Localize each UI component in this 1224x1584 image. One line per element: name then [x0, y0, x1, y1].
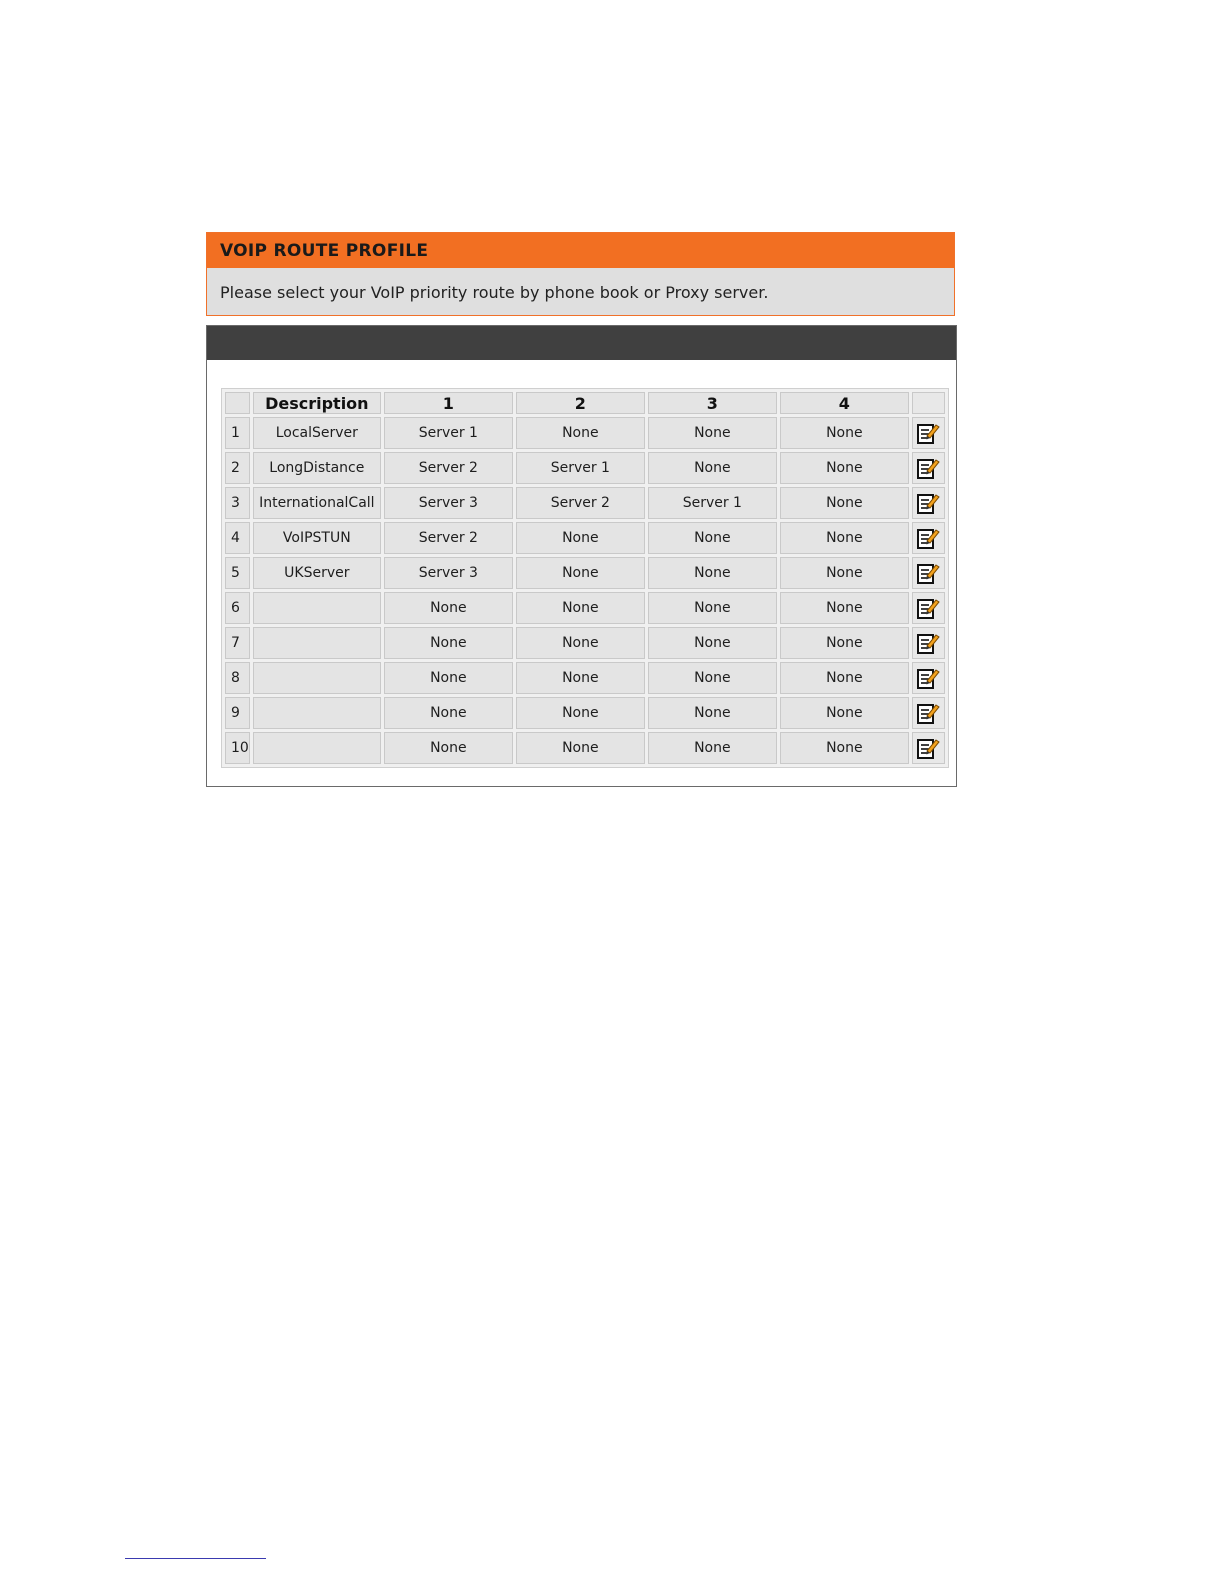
row-edit-cell: [912, 487, 945, 519]
row-description: InternationalCall: [253, 487, 381, 519]
row-priority-1: Server 2: [384, 522, 513, 554]
row-description: VoIPSTUN: [253, 522, 381, 554]
route-profile-table: [221, 388, 949, 768]
row-index: 4: [225, 522, 250, 554]
table-header-row: [225, 392, 945, 414]
row-priority-3: None: [648, 732, 777, 764]
row-index: 5: [225, 557, 250, 589]
row-priority-1: None: [384, 732, 513, 764]
row-priority-1: Server 1: [384, 417, 513, 449]
row-priority-4: None: [780, 522, 909, 554]
row-priority-3: None: [648, 452, 777, 484]
row-priority-2: None: [516, 557, 645, 589]
row-edit-cell: [912, 522, 945, 554]
edit-icon[interactable]: [916, 701, 940, 725]
row-edit-cell: [912, 417, 945, 449]
edit-icon[interactable]: [916, 456, 940, 480]
header-priority-3: 3: [648, 392, 777, 414]
row-priority-2: Server 2: [516, 487, 645, 519]
row-priority-4: None: [780, 697, 909, 729]
row-priority-1: Server 3: [384, 487, 513, 519]
edit-icon[interactable]: [916, 736, 940, 760]
table-row: [225, 487, 945, 519]
table-row: [225, 452, 945, 484]
row-index: 2: [225, 452, 250, 484]
row-index: 6: [225, 592, 250, 624]
table-row: [225, 522, 945, 554]
row-priority-2: None: [516, 522, 645, 554]
row-priority-3: Server 1: [648, 487, 777, 519]
row-edit-cell: [912, 452, 945, 484]
row-description: [253, 627, 381, 659]
row-priority-2: Server 1: [516, 452, 645, 484]
row-priority-2: None: [516, 417, 645, 449]
row-priority-2: None: [516, 732, 645, 764]
header-description: Description: [253, 392, 381, 414]
row-index: 1: [225, 417, 250, 449]
header-index: [225, 392, 250, 414]
row-priority-3: None: [648, 522, 777, 554]
row-priority-3: None: [648, 697, 777, 729]
table-row: [225, 627, 945, 659]
row-priority-4: None: [780, 417, 909, 449]
row-priority-1: Server 3: [384, 557, 513, 589]
row-description: [253, 662, 381, 694]
row-index: 3: [225, 487, 250, 519]
row-priority-2: None: [516, 697, 645, 729]
row-priority-1: None: [384, 697, 513, 729]
intro-box: [206, 232, 955, 316]
header-priority-1: 1: [384, 392, 513, 414]
row-description: LongDistance: [253, 452, 381, 484]
table-row: [225, 662, 945, 694]
row-priority-3: None: [648, 557, 777, 589]
row-priority-2: None: [516, 627, 645, 659]
row-description: [253, 732, 381, 764]
row-priority-2: None: [516, 662, 645, 694]
panel-header-bar: [207, 326, 956, 360]
row-description: [253, 592, 381, 624]
row-index: 8: [225, 662, 250, 694]
row-edit-cell: [912, 732, 945, 764]
edit-icon[interactable]: [916, 666, 940, 690]
row-priority-4: None: [780, 452, 909, 484]
row-priority-2: None: [516, 592, 645, 624]
row-edit-cell: [912, 697, 945, 729]
row-priority-1: Server 2: [384, 452, 513, 484]
row-priority-4: None: [780, 627, 909, 659]
row-edit-cell: [912, 627, 945, 659]
row-priority-4: None: [780, 662, 909, 694]
table-row: [225, 417, 945, 449]
row-edit-cell: [912, 557, 945, 589]
row-priority-3: None: [648, 417, 777, 449]
footnote-divider: [125, 1558, 266, 1559]
table-row: [225, 697, 945, 729]
edit-icon[interactable]: [916, 421, 940, 445]
page-title: VOIP ROUTE PROFILE: [207, 233, 954, 268]
table-row: [225, 557, 945, 589]
edit-icon[interactable]: [916, 561, 940, 585]
row-priority-3: None: [648, 592, 777, 624]
row-priority-3: None: [648, 662, 777, 694]
edit-icon[interactable]: [916, 596, 940, 620]
row-description: LocalServer: [253, 417, 381, 449]
row-index: 9: [225, 697, 250, 729]
row-priority-1: None: [384, 662, 513, 694]
route-profile-panel: [206, 325, 957, 787]
row-priority-1: None: [384, 627, 513, 659]
row-description: UKServer: [253, 557, 381, 589]
header-edit: [912, 392, 945, 414]
intro-description: Please select your VoIP priority route by phone book or Proxy server.: [220, 283, 769, 302]
table-row: [225, 732, 945, 764]
row-priority-3: None: [648, 627, 777, 659]
row-index: 10: [225, 732, 250, 764]
edit-icon[interactable]: [916, 526, 940, 550]
row-priority-4: None: [780, 487, 909, 519]
row-priority-1: None: [384, 592, 513, 624]
row-priority-4: None: [780, 732, 909, 764]
row-index: 7: [225, 627, 250, 659]
row-description: [253, 697, 381, 729]
row-priority-4: None: [780, 557, 909, 589]
header-priority-2: 2: [516, 392, 645, 414]
row-priority-4: None: [780, 592, 909, 624]
edit-icon[interactable]: [916, 491, 940, 515]
edit-icon[interactable]: [916, 631, 940, 655]
row-edit-cell: [912, 662, 945, 694]
header-priority-4: 4: [780, 392, 909, 414]
table-row: [225, 592, 945, 624]
row-edit-cell: [912, 592, 945, 624]
